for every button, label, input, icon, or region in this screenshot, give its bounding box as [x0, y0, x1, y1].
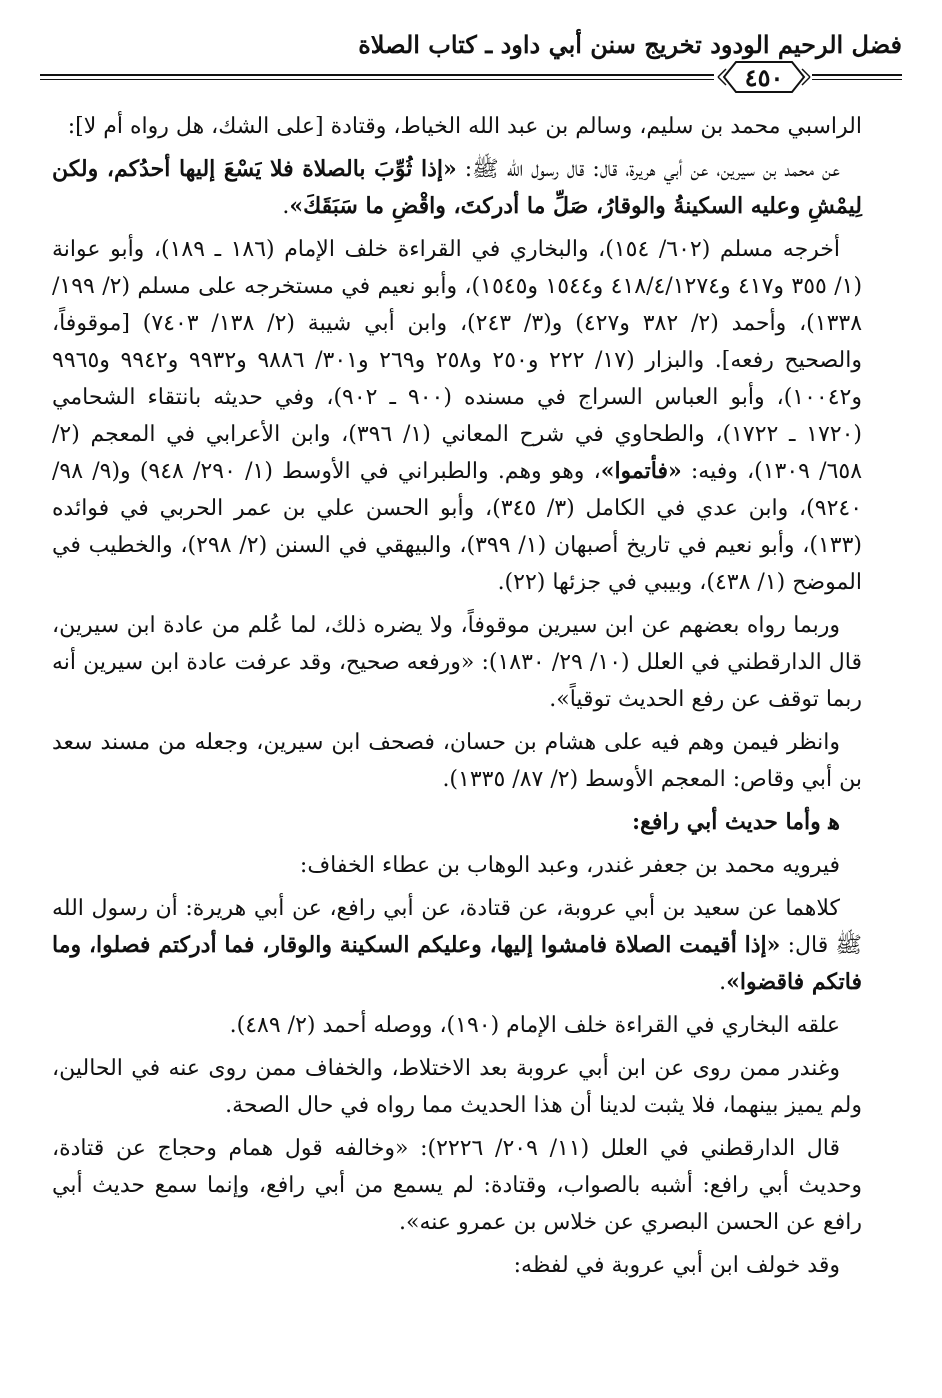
page-header	[40, 30, 902, 100]
text-run: وغندر ممن روى عن ابن أبي عروبة بعد الاختلاط، والخفاف ممن روى عنه في الحالين، ولم يميز بينهما، فلا يثبت لدينا أن هذا الحديث مما رواه في حال الصحة.	[52, 1056, 862, 1118]
paragraph	[52, 804, 862, 841]
header-rule-left	[40, 74, 714, 80]
paragraph	[52, 108, 862, 145]
text-run: فيرويه محمد بن جعفر غندر، وعبد الوهاب بن عطاء الخفاف:	[299, 853, 840, 878]
text-run: قال الدارقطني في العلل (١١/ ٢٠٩/ ٢٢٢٦): «وخالفه قول همام وحجاج عن قتادة، وحديث أبي رافع: أشبه بالصواب، وقتادة: لم يسمع من أبي رافع، وإنما سمع حديث أبي رافع عن الحسن البصري عن خلاس بن عمرو عنه».	[52, 1136, 862, 1235]
paragraph	[52, 1050, 862, 1124]
paragraph	[52, 1130, 862, 1241]
text-run: .	[719, 970, 727, 995]
running-title: فضل الرحيم الودود تخريج سنن أبي داود ـ كتاب الصلاة	[358, 30, 902, 59]
page-number-badge	[714, 58, 814, 96]
paragraph	[52, 847, 862, 884]
text-run: أخرجه مسلم (٦٠٢/ ١٥٤)، والبخاري في القراءة خلف الإمام (١٨٦ ـ ١٨٩)، وأبو عوانة (١/ ٣٥٥ و٤١٧ و٤١٨/٤/١٢٧٤ و١٥٤٤ و١٥٤٥)، وأبو نعيم في مستخرجه على مسلم (٢/ ١٩٩/ ١٣٣٨)، وأحمد (٢/ ٣٨٢ و٤٢٧) و(٣/ ٢٤٣)، وابن أبي شيبة (٢/ ١٣٨/ ٧٤٠٣) [موقوفاً، والصحيح رفعه]. والبزار (١٧/ ٢٢٢ و٢٥٠ و٢٥٨ و٢٦٩ و٣٠١/ ٩٨٨٦ و٩٩٣٢ و٩٩٤٢ و٩٩٦٥ و١٠٠٤٢)، وأبو العباس السراج في مسنده (٩٠٠ ـ ٩٠٢)، وفي حديثه بانتقاء الشحامي (١٧٢٠ ـ ١٧٢٢)، والطحاوي في شرح المعاني (١/ ٣٩٦)، وابن الأعرابي في المعجم (٢/ ٦٥٨/ ١٣٠٩)، وفيه:	[52, 237, 863, 484]
text-run: وقد خولف ابن أبي عروبة في لفظه:	[513, 1253, 840, 1278]
paragraph	[52, 231, 862, 601]
text-run: وربما رواه بعضهم عن ابن سيرين موقوفاً، ولا يضره ذلك، لما عُلم من عادة ابن سيرين، قال الدارقطني في العلل (١٠/ ٢٩/ ١٨٣٠): «ورفعه صحيح، وقد عرفت عادة ابن سيرين أنه ربما توقف عن رفع الحديث توقياً».	[52, 613, 863, 712]
bold-text: «إذا ثُوِّبَ بالصلاة فلا يَسْعَ إليها أحدُكم، ولكن لِيمْشِ وعليه السكينةُ والوقارُ، صَلِّ ما أدركتَ، واقْضِ ما سَبَقَكَ»	[52, 156, 862, 219]
page-body	[52, 108, 862, 1290]
text-run: علقه البخاري في القراءة خلف الإمام (١٩٠)، ووصله أحمد (٢/ ٤٨٩).	[229, 1013, 840, 1038]
text-run: كلاهما عن سعيد بن أبي عروبة، عن قتادة، عن أبي رافع، عن أبي هريرة: أن رسول الله ﷺ قال:	[52, 896, 862, 958]
paragraph	[52, 724, 862, 798]
header-rule-right	[812, 74, 902, 80]
text-run: .	[282, 194, 290, 219]
text-run: عن محمد بن سيرين، عن أبي هريرة، قال: قال رسول الله ﷺ:	[456, 157, 840, 182]
text-run: الراسبي محمد بن سليم، وسالم بن عبد الله الخياط، وقتادة [على الشك، هل رواه أم لا]:	[67, 114, 862, 139]
paragraph	[52, 151, 862, 225]
paragraph	[52, 890, 862, 1001]
page-number: ٤٥٠	[744, 62, 784, 92]
paragraph	[52, 1247, 862, 1284]
bold-text: ﻫ وأما حديث أبي رافع:	[632, 809, 840, 835]
bold-text: «إذا أقيمت الصلاة فامشوا إليها، وعليكم السكينة والوقار، فما أدركتم فصلوا، وما فاتكم فاقضوا»	[52, 932, 862, 995]
text-run: ، وهو وهم. والطبراني في الأوسط (١/ ٢٩٠/ ٩٤٨) و(٩/ ٩٨/ ٩٢٤٠)، وابن عدي في الكامل (٣/ ٣٤٥)، وأبو الحسن علي بن عمر الحربي في فوائده (١٣٣)، وأبو نعيم في تاريخ أصبهان (١/ ٣٩٩)، والبيهقي في السنن (٢/ ٢٩٨)، والخطيب في الموضح (١/ ٤٣٨)، وبيبي في جزئها (٢٢).	[52, 459, 863, 595]
paragraph	[52, 1007, 862, 1044]
bold-text: «فأتموا»	[600, 458, 682, 484]
text-run: وانظر فيمن وهم فيه على هشام بن حسان، فصحف ابن سيرين، وجعله من مسند سعد بن أبي وقاص: المعجم الأوسط (٢/ ٨٧/ ١٣٣٥).	[52, 730, 862, 792]
paragraph	[52, 607, 862, 718]
